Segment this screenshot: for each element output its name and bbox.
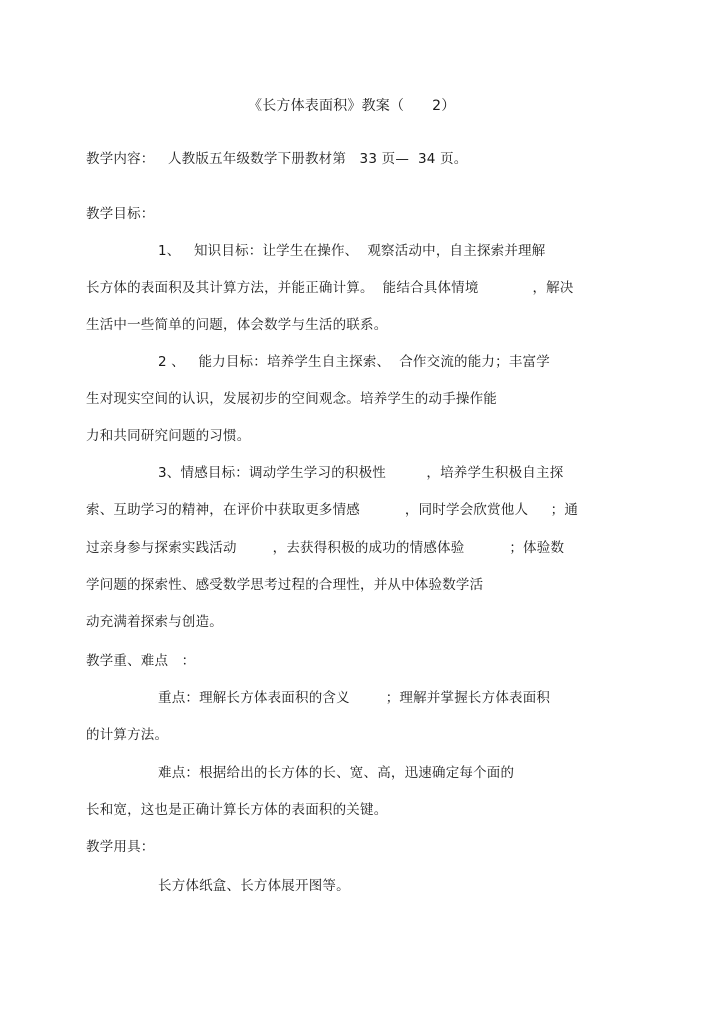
difficult-point-line2: 长和宽，这也是正确计算长方体的表面积的关键。 [86,802,388,818]
goal3-line1: 3、情感目标：调动学生学习的积极性 ，培养学生积极自主探 [158,465,564,481]
key-difficult-heading: 教学重、难点 ： [86,653,196,669]
goal2-line3: 力和共同研究问题的习惯。 [86,428,251,444]
teaching-tools-heading: 教学用具： [86,839,155,855]
teaching-content-line: 教学内容： 人教版五年级数学下册教材第 33 页— 34 页。 [86,151,468,167]
goal3-line2: 索、互助学习的精神，在评价中获取更多情感 ，同时学会欣赏他人 ；通 [86,502,579,518]
key-point-line2: 的计算方法。 [86,727,169,743]
teaching-tools-line: 长方体纸盒、长方体展开图等。 [158,878,350,894]
teaching-goals-heading: 教学目标： [86,206,155,222]
goal3-line4: 学问题的探索性、感受数学思考过程的合理性，并从中体验数学活 [86,577,484,593]
goal3-line3: 过亲身参与探索实践活动 ，去获得积极的成功的情感体验 ；体验数 [86,540,565,556]
goal1-line3: 生活中一些简单的问题，体会数学与生活的联系。 [86,317,388,333]
goal2-line1: 2 、 能力目标：培养学生自主探索、 合作交流的能力；丰富学 [158,354,550,370]
goal1-line1: 1、 知识目标：让学生在操作、 观察活动中，自主探索并理解 [158,243,546,259]
document-title: 《长方体表面积》教案（ 2） [248,98,456,114]
goal2-line2: 生对现实空间的认识，发展初步的空间观念。培养学生的动手操作能 [86,391,497,407]
goal3-line5: 动充满着探索与创造。 [86,614,223,630]
goal1-line2: 长方体的表面积及其计算方法，并能正确计算。 能结合具体情境 ，解决 [86,280,574,296]
difficult-point-line1: 难点：根据给出的长方体的长、宽、高，迅速确定每个面的 [158,765,515,781]
key-point-line1: 重点：理解长方体表面积的含义 ；理解并掌握长方体表面积 [158,690,551,706]
